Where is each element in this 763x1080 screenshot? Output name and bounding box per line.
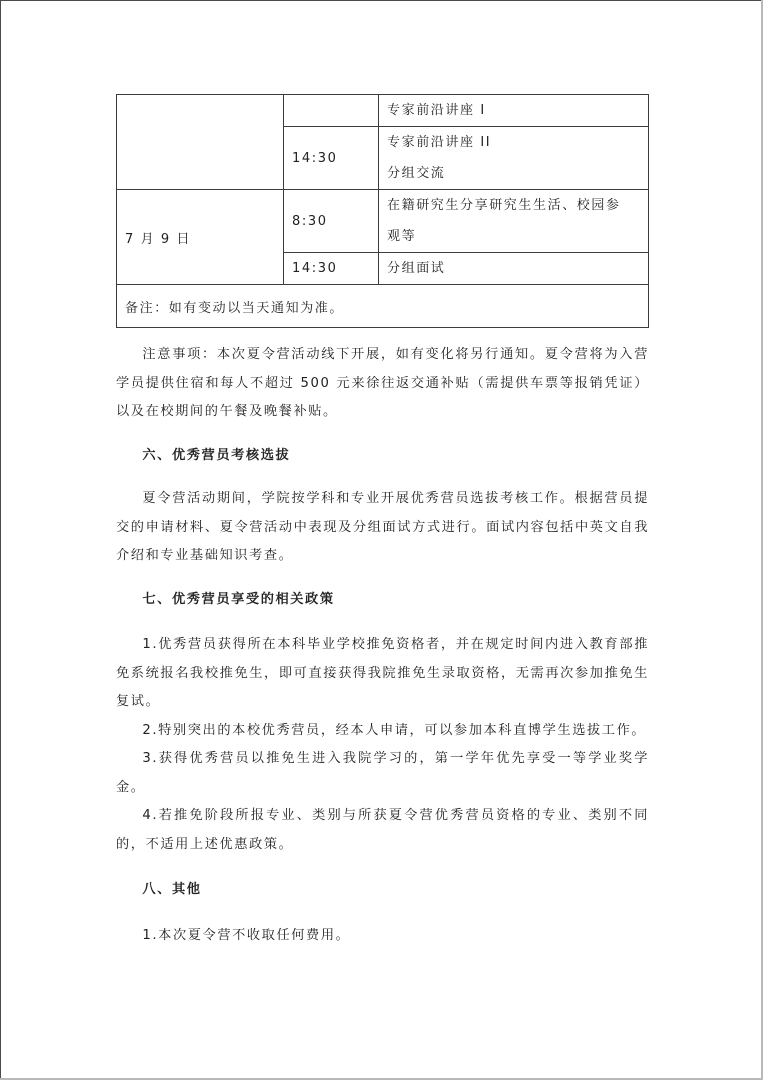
policy-item-1: 1.优秀营员获得所在本科毕业学校推免资格者，并在规定时间内进入教育部推免系统报名我校推免生，即可直接获得我院推免生录取资格，无需再次参加推免生复试。: [116, 637, 649, 709]
document-body: [116, 341, 649, 950]
policy-item-4: 4.若推免阶段所报专业、类别与所获夏令营优秀营员资格的专业、类别不同的，不适用上述优惠政策。: [116, 808, 649, 852]
table-row: [117, 95, 649, 127]
activity-line: 专家前沿讲座 II: [387, 135, 492, 150]
section-6-paragraph: 夏令营活动期间，学院按学科和专业开展优秀营员选拔考核工作。根据营员提交的申请材料、夏令营活动中表现及分组面试方式进行。面试内容包括中英文自我介绍和专业基础知识考查。: [116, 491, 649, 563]
activity-line: 专家前沿讲座 I: [387, 103, 486, 118]
other-item-1: 1.本次夏令营不收取任何费用。: [142, 927, 351, 943]
remark-cell: 备注：如有变动以当天通知为准。: [117, 285, 649, 328]
day-cell: 7 月 9 日: [117, 190, 284, 285]
activity-cell: [379, 95, 649, 127]
table-row: [117, 190, 649, 253]
policy-item-3: 3.获得优秀营员以推免生进入我院学习的，第一学年优先享受一等学业奖学金。: [116, 751, 649, 795]
activity-cell: [379, 127, 649, 190]
time-cell: 14:30: [284, 253, 379, 285]
activity-line: 分组交流: [387, 166, 446, 181]
activity-cell: [379, 253, 649, 285]
table-row-remark: [117, 285, 649, 328]
time-cell: 8:30: [284, 190, 379, 253]
activity-line: 观等: [387, 229, 417, 244]
time-cell: [284, 95, 379, 127]
day-cell: [117, 95, 284, 190]
notice-paragraph: 注意事项：本次夏令营活动线下开展，如有变化将另行通知。夏令营将为入营学员提供住宿和每人不超过 500 元来徐往返交通补贴（需提供车票等报销凭证）以及在校期间的午餐及晚餐补贴。: [116, 347, 649, 419]
activity-cell: [379, 190, 649, 253]
activity-line: 分组面试: [387, 261, 446, 276]
policy-item-2: 2.特别突出的本校优秀营员，经本人申请，可以参加本科直博学生选拔工作。: [142, 722, 647, 738]
schedule-table: [116, 94, 649, 328]
section-6-heading: 六、优秀营员考核选拔: [142, 447, 291, 463]
section-7-heading: 七、优秀营员享受的相关政策: [142, 591, 335, 607]
time-cell: 14:30: [284, 127, 379, 190]
section-8-heading: 八、其他: [142, 882, 202, 897]
activity-line: 在籍研究生分享研究生生活、校园参: [387, 198, 621, 213]
